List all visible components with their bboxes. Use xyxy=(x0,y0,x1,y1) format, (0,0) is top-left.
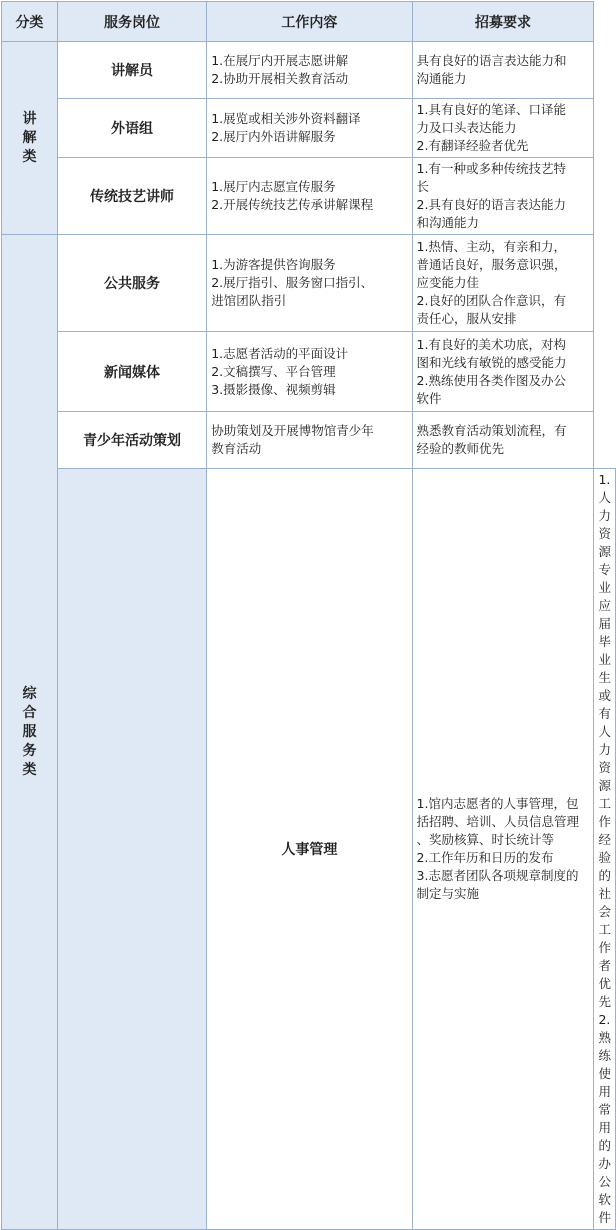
requirements-cell: 具有良好的语言表达能力和 沟通能力 xyxy=(412,42,594,99)
content-cell: 1.为游客提供咨询服务 2.展厅指引、服务窗口指引、 进馆团队指引 xyxy=(207,235,412,332)
requirements-cell: 1.有一种或多种传统技艺特 长 2.具有良好的语言表达能力 和沟通能力 xyxy=(412,158,594,235)
post-cell: 公共服务 xyxy=(57,235,206,332)
category-general-service: 综 合 服 务 类 xyxy=(2,235,58,1230)
content-cell: 1.志愿者活动的平面设计 2.文稿撰写、平台管理 3.摄影摄像、视频剪辑 xyxy=(207,332,412,412)
table-row xyxy=(2,412,616,469)
table-row xyxy=(2,469,616,1230)
requirements-cell: 1.热情、主动，有亲和力， 普通话良好，服务意识强， 应变能力佳 2.良好的团队合作意识，有 责任心，服从安排 xyxy=(412,235,594,332)
requirements-cell: 1.有良好的美术功底，对构 图和光线有敏锐的感受能力 2.熟练使用各类作图及办公 软件 xyxy=(412,332,594,412)
requirements-cell: 1.人力资源专业应届毕业生 或有人力资源工作经验的社 会工作者优先 2.熟练使用常用的办公软件 xyxy=(594,469,616,1230)
table-row xyxy=(2,332,616,412)
content-cell: 1.展厅内志愿宣传服务 2.开展传统技艺传承讲解课程 xyxy=(207,158,412,235)
post-cell: 人事管理 xyxy=(207,469,412,1230)
category-explain: 讲 解 类 xyxy=(2,42,58,235)
header-category: 分类 xyxy=(2,2,58,42)
volunteer-recruitment-table xyxy=(1,1,616,1230)
requirements-cell: 1.具有良好的笔译、口译能 力及口头表达能力 2.有翻译经验者优先 xyxy=(412,99,594,158)
content-cell: 1.展览或相关涉外资料翻译 2.展厅内外语讲解服务 xyxy=(207,99,412,158)
post-cell: 青少年活动策划 xyxy=(57,412,206,469)
table-row xyxy=(2,158,616,235)
header-content: 工作内容 xyxy=(207,2,412,42)
header-post: 服务岗位 xyxy=(57,2,206,42)
content-cell: 1.在展厅内开展志愿讲解 2.协助开展相关教育活动 xyxy=(207,42,412,99)
post-cell: 外语组 xyxy=(57,99,206,158)
content-cell: 1.馆内志愿者的人事管理，包 括招聘、培训、人员信息管理 、奖励核算、时长统计等 2.工作年历和日历的发布 3.志愿者团队各项规章制度的 制定与实施 xyxy=(412,469,594,1230)
content-cell: 协助策划及开展博物馆青少年 教育活动 xyxy=(207,412,412,469)
post-cell: 新闻媒体 xyxy=(57,332,206,412)
post-cell: 传统技艺讲师 xyxy=(57,158,206,235)
table-row xyxy=(2,99,616,158)
category-blank xyxy=(57,469,206,1230)
post-cell: 讲解员 xyxy=(57,42,206,99)
requirements-cell: 熟悉教育活动策划流程，有 经验的教师优先 xyxy=(412,412,594,469)
header-row xyxy=(2,2,616,42)
table-row xyxy=(2,235,616,332)
header-requirements: 招募要求 xyxy=(412,2,594,42)
table-row xyxy=(2,42,616,99)
